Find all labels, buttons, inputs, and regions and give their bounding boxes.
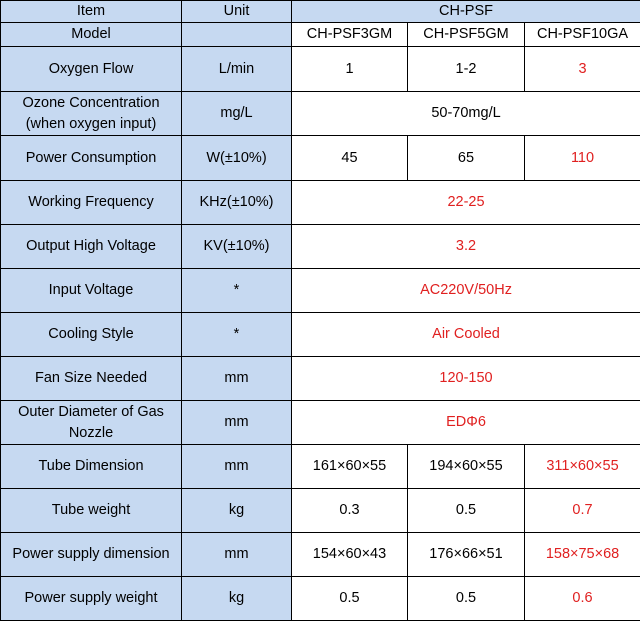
table-row (1, 445, 640, 489)
row-label (1, 401, 182, 445)
row-unit: mm (182, 357, 292, 401)
row-unit: mm (182, 533, 292, 577)
value-cell: 110 (525, 136, 640, 181)
row-label (1, 92, 182, 136)
header-item: Item (1, 1, 182, 23)
row-label: Tube Dimension (1, 445, 182, 489)
model-1: CH-PSF3GM (292, 23, 408, 47)
row-label-line: Outer Diameter of Gas (18, 403, 164, 420)
value-cell-span: AC220V/50Hz (292, 269, 640, 313)
row-unit: L/min (182, 47, 292, 92)
value-cell: 0.6 (525, 577, 640, 621)
value-cell-span: 50-70mg/L (292, 92, 640, 136)
table-row (1, 269, 640, 313)
row-label: Oxygen Flow (1, 47, 182, 92)
value-cell-span: 22-25 (292, 181, 640, 225)
row-unit: * (182, 269, 292, 313)
header-row (1, 1, 640, 23)
value-cell: 158×75×68 (525, 533, 640, 577)
row-unit: kg (182, 489, 292, 533)
row-label: Power supply dimension (1, 533, 182, 577)
row-label: Cooling Style (1, 313, 182, 357)
value-cell: 0.5 (408, 577, 525, 621)
model-2: CH-PSF5GM (408, 23, 525, 47)
value-cell: 311×60×55 (525, 445, 640, 489)
table-row (1, 47, 640, 92)
value-cell: 3 (525, 47, 640, 92)
header-series: CH-PSF (292, 1, 640, 23)
value-cell: 176×66×51 (408, 533, 525, 577)
table-row (1, 489, 640, 533)
model-row (1, 23, 640, 47)
value-cell-span: 120-150 (292, 357, 640, 401)
row-unit: * (182, 313, 292, 357)
value-cell-span: 3.2 (292, 225, 640, 269)
table-row (1, 225, 640, 269)
value-cell: 0.3 (292, 489, 408, 533)
row-unit: mm (182, 401, 292, 445)
table-row (1, 313, 640, 357)
table-row (1, 136, 640, 181)
value-cell-span: Air Cooled (292, 313, 640, 357)
value-cell-span: EDΦ6 (292, 401, 640, 445)
table-row (1, 401, 640, 445)
value-cell: 194×60×55 (408, 445, 525, 489)
row-label: Power Consumption (1, 136, 182, 181)
row-label-line: (when oxygen input) (25, 115, 157, 132)
row-unit: kg (182, 577, 292, 621)
value-cell: 1 (292, 47, 408, 92)
value-cell: 0.5 (292, 577, 408, 621)
table-row (1, 92, 640, 136)
row-label: Power supply weight (1, 577, 182, 621)
row-label: Working Frequency (1, 181, 182, 225)
row-label: Tube weight (1, 489, 182, 533)
value-cell: 0.7 (525, 489, 640, 533)
row-label: Output High Voltage (1, 225, 182, 269)
table-row (1, 577, 640, 621)
table-row (1, 357, 640, 401)
table-row (1, 533, 640, 577)
value-cell: 154×60×43 (292, 533, 408, 577)
value-cell: 161×60×55 (292, 445, 408, 489)
row-unit (182, 23, 292, 47)
value-cell: 1-2 (408, 47, 525, 92)
row-unit: W(±10%) (182, 136, 292, 181)
header-unit: Unit (182, 1, 292, 23)
row-label: Fan Size Needed (1, 357, 182, 401)
row-label-line: Ozone Concentration (22, 94, 160, 111)
row-unit: KHz(±10%) (182, 181, 292, 225)
row-label: Input Voltage (1, 269, 182, 313)
row-unit: mm (182, 445, 292, 489)
value-cell: 0.5 (408, 489, 525, 533)
row-unit: mg/L (182, 92, 292, 136)
value-cell: 45 (292, 136, 408, 181)
row-unit: KV(±10%) (182, 225, 292, 269)
row-label: Model (1, 23, 182, 47)
table-row (1, 181, 640, 225)
model-3: CH-PSF10GA (525, 23, 640, 47)
row-label-line: Nozzle (68, 424, 114, 441)
value-cell: 65 (408, 136, 525, 181)
